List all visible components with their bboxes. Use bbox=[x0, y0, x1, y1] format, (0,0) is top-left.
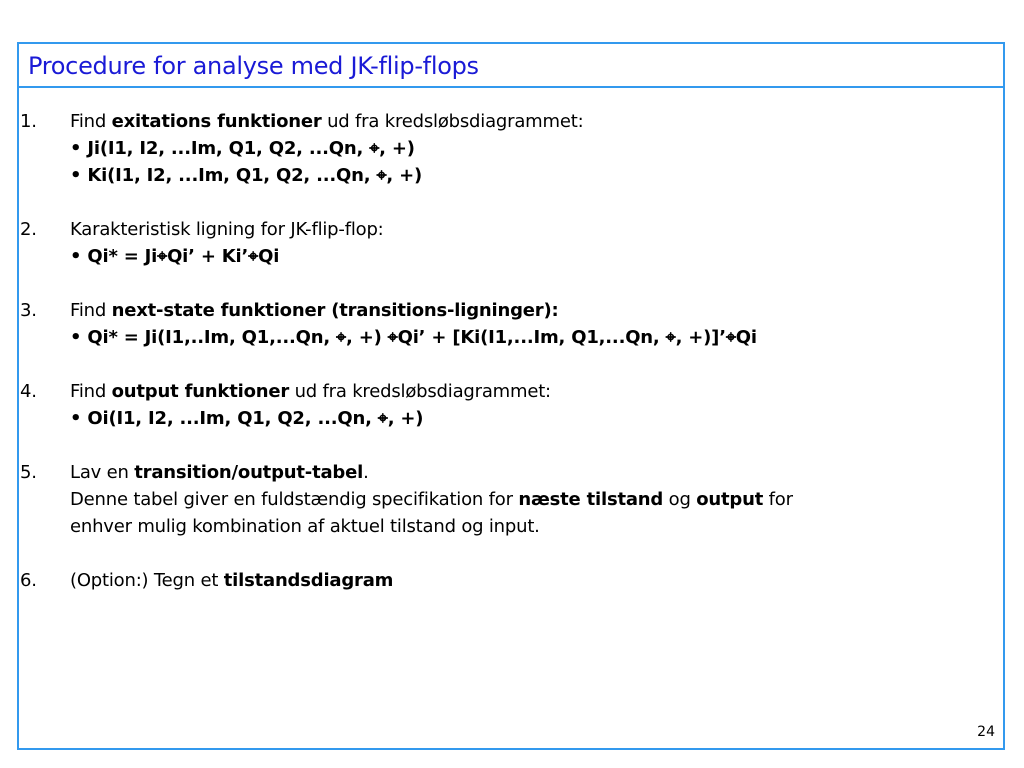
list-item-4 bbox=[16, 378, 976, 432]
item-text: enhver mulig kombination af aktuel tilstand og input. bbox=[70, 516, 540, 537]
bullet-text: • Ki(I1, I2, ...Im, Q1, Q2, ...Qn, bbox=[70, 165, 377, 186]
list-item-1 bbox=[16, 108, 976, 189]
item-number: 3. bbox=[20, 300, 37, 321]
text-bold: output bbox=[696, 489, 764, 510]
item-number: 2. bbox=[20, 219, 37, 240]
item-number: 1. bbox=[20, 111, 37, 132]
item-number: 4. bbox=[20, 381, 37, 402]
text-segment: for bbox=[763, 489, 793, 510]
list-item-3 bbox=[16, 297, 976, 351]
bullet-text: • Ji(I1, I2, ...Im, Q1, Q2, ...Qn, bbox=[70, 138, 370, 159]
text-segment: ud fra kredsløbsdiagrammet: bbox=[321, 111, 584, 132]
page-number: 24 bbox=[977, 724, 995, 740]
item-text: Karakteristisk ligning for JK-flip-flop: bbox=[70, 219, 384, 240]
text-segment: ud fra kredsløbsdiagrammet: bbox=[289, 381, 551, 402]
bullet-ki bbox=[70, 162, 976, 189]
title-bar bbox=[19, 44, 1003, 88]
item-text bbox=[70, 297, 976, 324]
text-segment: Find bbox=[70, 381, 112, 402]
list-item-2 bbox=[16, 216, 976, 270]
bullet-text: ⌖, +) bbox=[376, 165, 422, 186]
list-item-6 bbox=[16, 567, 976, 594]
slide-title: Procedure for analyse med JK-flip-flops bbox=[28, 52, 479, 80]
text-segment: Find bbox=[70, 111, 112, 132]
bullet-ji bbox=[70, 135, 976, 162]
item-text bbox=[70, 567, 976, 594]
text-bold: output funktioner bbox=[111, 381, 290, 402]
text-segment: (Option:) Tegn et bbox=[70, 570, 224, 591]
item-text bbox=[70, 108, 976, 135]
text-segment: og bbox=[663, 489, 697, 510]
bullet-characteristic-equation: • Qi* = Ji⌖Qi’ + Ki’⌖Qi bbox=[70, 246, 280, 267]
text-bold: exitations funktioner bbox=[111, 111, 322, 132]
procedure-list bbox=[16, 108, 976, 594]
text-bold: tilstandsdiagram bbox=[223, 570, 394, 591]
item-text bbox=[70, 459, 976, 486]
item-text bbox=[70, 378, 976, 405]
text-segment: Denne tabel giver en fuldstændig specifikation for bbox=[70, 489, 519, 510]
bullet-next-state: • Qi* = Ji(I1,..Im, Q1,...Qn, ⌖, +) ⌖Qi’ + [Ki(I1,...Im, Q1,...Qn, ⌖, +)]’⌖Qi bbox=[70, 327, 757, 348]
bullet-text: ⌖, +) bbox=[369, 138, 415, 159]
item-number: 6. bbox=[20, 570, 37, 591]
text-segment: Lav en bbox=[70, 462, 135, 483]
text-bold: næste tilstand bbox=[518, 489, 664, 510]
text-bold: next-state funktioner (transitions-ligninger): bbox=[111, 300, 559, 321]
list-item-5 bbox=[16, 459, 976, 540]
text-segment: Find bbox=[70, 300, 112, 321]
text-bold: transition/output-tabel bbox=[134, 462, 364, 483]
item-number: 5. bbox=[20, 462, 37, 483]
text-segment: . bbox=[363, 462, 369, 483]
item-text bbox=[70, 486, 976, 513]
bullet-output: • Oi(I1, I2, ...Im, Q1, Q2, ...Qn, ⌖, +) bbox=[70, 408, 424, 429]
